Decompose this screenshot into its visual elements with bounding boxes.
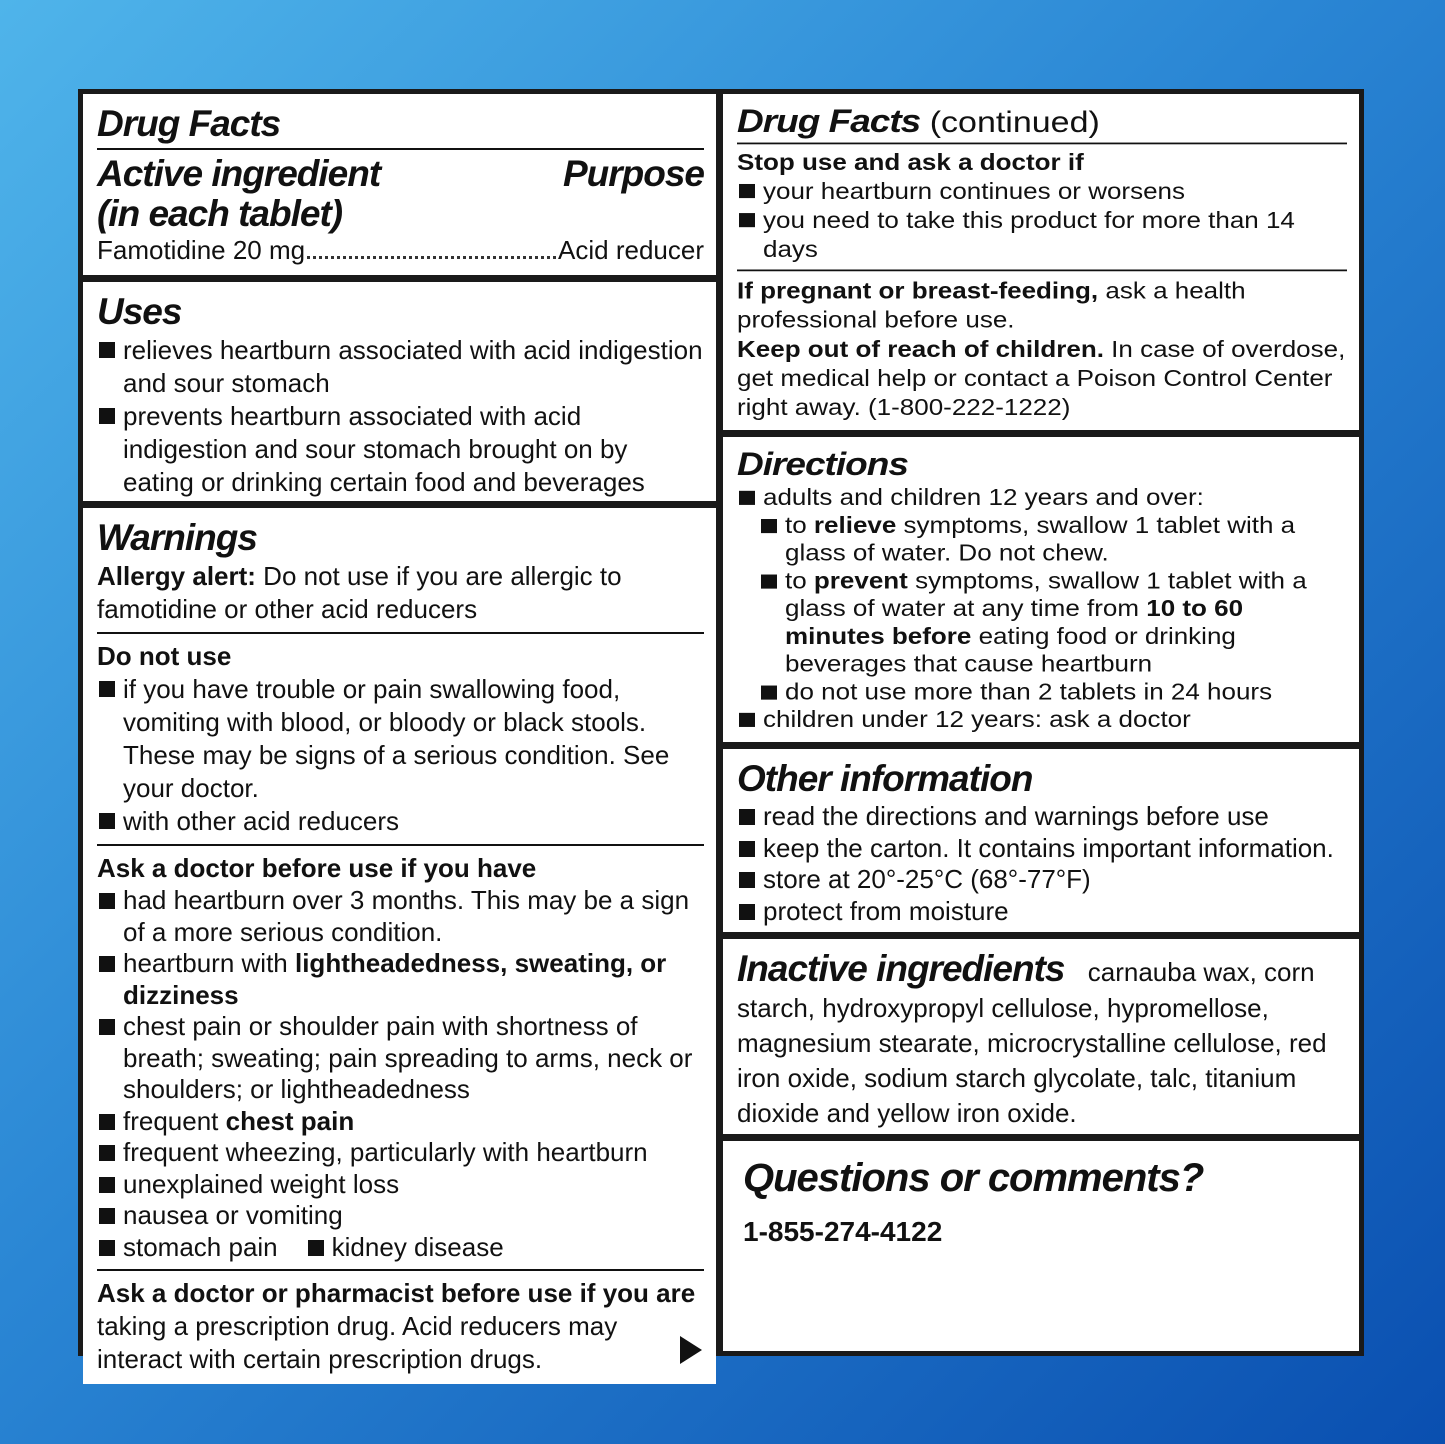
do-not-use-title: Do not use — [97, 641, 232, 671]
bullet-icon — [739, 184, 755, 198]
item-text: to — [785, 567, 814, 594]
ask-doctor-title: Ask a doctor before use if you have — [97, 853, 537, 883]
other-information-title: Other information — [737, 758, 1033, 799]
warnings-box — [83, 508, 716, 1384]
bullet-icon — [739, 491, 755, 505]
bullet-icon — [99, 956, 115, 972]
pregnancy-label: If pregnant or breast-feeding, — [737, 277, 1099, 304]
ask-doctor-item — [123, 948, 704, 1011]
other-information-item: store at 20°-25°C (68°-77°F) — [763, 864, 1091, 894]
keep-away-label: Keep out of reach of children. — [737, 335, 1104, 363]
drug-facts-title: Drug Facts — [97, 103, 281, 144]
list-item — [737, 706, 1347, 734]
ask-doctor-item — [123, 1106, 354, 1138]
divider — [737, 269, 1347, 271]
item-bold-text: lightheadedness, sweating, or dizziness — [123, 948, 667, 1010]
list-item — [97, 885, 704, 948]
bullet-icon — [761, 685, 777, 699]
directions-item: adults and children 12 years and over: — [763, 483, 1204, 511]
item-text: symptoms, swallow 1 tablet with a glass of water. Do not chew. — [785, 511, 1296, 566]
questions-box — [723, 1141, 1359, 1351]
list-item — [737, 177, 1347, 206]
directions-title: Directions — [737, 445, 908, 483]
bullet-icon — [99, 893, 115, 909]
list-item — [97, 948, 704, 1011]
bullet-icon — [739, 213, 755, 227]
list-item — [97, 334, 704, 400]
uses-item: relieves heartburn associated with acid indigestion and sour stomach — [123, 335, 703, 398]
list-item — [737, 206, 1347, 264]
directions-item: do not use more than 2 tablets in 24 hours — [785, 678, 1273, 705]
active-heading-line2: (in each tablet) — [97, 193, 343, 234]
questions-title: Questions or comments? — [743, 1156, 1204, 1200]
other-information-list — [737, 801, 1347, 927]
list-item — [97, 1011, 704, 1106]
active-heading — [97, 154, 380, 234]
bullet-icon — [308, 1240, 324, 1256]
keep-away-warning — [737, 335, 1347, 422]
drug-facts-label — [78, 89, 1364, 1374]
bullet-icon — [99, 1114, 115, 1130]
bullet-icon — [761, 574, 777, 588]
item-text: heartburn with — [123, 948, 295, 978]
bullet-icon — [99, 1019, 115, 1035]
other-information-item: read the directions and warnings before use — [763, 801, 1269, 831]
bullet-icon — [99, 681, 115, 697]
allergy-text: Do not use if you are allergic to famotidine or other acid reducers — [97, 561, 622, 624]
continued-arrow-icon — [680, 1336, 702, 1364]
bullet-icon — [99, 342, 115, 358]
right-column — [723, 94, 1359, 1351]
bullet-icon — [739, 841, 755, 857]
ingredient-row — [97, 234, 704, 267]
bullet-icon — [99, 408, 115, 424]
list-item — [737, 801, 1347, 833]
active-heading-row — [97, 154, 704, 234]
directions-item — [785, 567, 1347, 678]
list-item — [97, 1232, 704, 1264]
item-text: frequent — [123, 1105, 226, 1136]
directions-item: children under 12 years: ask a doctor — [763, 705, 1191, 733]
list-item — [737, 833, 1347, 865]
do-not-use-item: with other acid reducers — [123, 806, 400, 836]
bullet-icon — [739, 713, 755, 727]
bullet-icon — [739, 904, 755, 920]
other-information-item: protect from moisture — [763, 895, 1009, 926]
ask-pharmacist-title: Ask a doctor or pharmacist before use if you are — [97, 1278, 696, 1308]
item-text: symptoms, swallow 1 tablet with a glass of water at any time from — [785, 567, 1307, 622]
uses-title: Uses — [97, 291, 182, 332]
item-text: to — [785, 511, 814, 538]
ask-doctor-item: nausea or vomiting — [123, 1200, 343, 1230]
do-not-use-item: if you have trouble or pain swallowing food, vomiting with blood, or bloody or black stools. These may be signs of a serious condition. See your doctor. — [123, 674, 670, 803]
ask-doctor-item: had heartburn over 3 months. This may be a sign of a more serious condition. — [123, 885, 690, 947]
list-item — [97, 400, 704, 499]
ingredient-purpose: Acid reducer — [558, 235, 704, 265]
list-item — [97, 805, 704, 838]
bullet-icon — [99, 813, 115, 829]
bullet-icon — [739, 809, 755, 825]
ingredient-name: Famotidine 20 mg — [97, 235, 306, 265]
bullet-icon — [99, 1177, 115, 1193]
inactive-ingredients-title: Inactive ingredients — [737, 948, 1065, 989]
ask-doctor-list — [97, 885, 704, 1263]
pregnancy-text: ask a health professional before use. — [737, 277, 1246, 333]
leader-dots — [307, 256, 556, 259]
list-item — [97, 1137, 704, 1169]
ask-doctor-item: stomach pain — [123, 1231, 278, 1262]
list-item — [737, 567, 1347, 678]
bullet-icon — [739, 872, 755, 888]
directions-box — [723, 437, 1359, 742]
active-ingredient-box — [83, 94, 716, 275]
list-item — [97, 1169, 704, 1201]
list-item — [737, 864, 1347, 896]
list-item — [97, 1106, 704, 1138]
ask-doctor-item: kidney disease — [331, 1231, 504, 1262]
allergy-label: Allergy alert: — [97, 561, 256, 591]
uses-item: prevents heartburn associated with acid indigestion and sour stomach brought on by eating or drinking certain food and beverages — [123, 401, 645, 497]
questions-phone: 1-855-274-4122 — [743, 1216, 943, 1247]
divider — [97, 148, 704, 150]
left-column — [83, 94, 716, 1374]
other-information-item: keep the carton. It contains important information. — [763, 832, 1334, 863]
item-bold-text: chest pain — [225, 1105, 355, 1136]
list-item — [737, 512, 1347, 568]
purpose-heading: Purpose — [562, 153, 704, 194]
ask-doctor-item: unexplained weight loss — [123, 1168, 400, 1199]
list-item — [97, 1200, 704, 1232]
drug-facts-continued-title — [737, 102, 1347, 141]
list-item — [737, 484, 1347, 512]
list-item — [737, 678, 1347, 706]
other-information-box — [723, 749, 1359, 932]
stop-use-item: you need to take this product for more than 14 days — [763, 206, 1295, 263]
inactive-ingredients-text: carnauba wax, corn starch, hydroxypropyl cellulose, hypromellose, magnesium stearate, microcrystalline cellulose, red iron oxide, sodium starch glycolate, talc, titanium dioxide and yellow iron oxide. — [737, 957, 1327, 1128]
uses-box — [83, 282, 716, 501]
bullet-icon — [99, 1145, 115, 1161]
divider — [97, 1269, 704, 1271]
ask-pharmacist-text: taking a prescription drug. Acid reducers may interact with certain prescription drugs. — [97, 1311, 618, 1374]
ask-doctor-item: frequent wheezing, particularly with heartburn — [123, 1137, 648, 1167]
item-text: eating food or drinking beverages that cause heartburn — [785, 622, 1236, 677]
divider — [737, 143, 1347, 145]
directions-list — [737, 484, 1347, 734]
pregnancy-warning — [737, 277, 1347, 335]
keep-away-text: In case of overdose, get medical help or contact a Poison Control Center right away. (1-800-222-1222) — [737, 335, 1346, 421]
bullet-icon — [761, 519, 777, 533]
item-bold-text: 10 to 60 minutes before — [785, 594, 1244, 649]
allergy-alert — [97, 560, 704, 626]
warnings-title: Warnings — [97, 517, 257, 558]
bullet-icon — [99, 1208, 115, 1224]
stop-use-box — [723, 94, 1359, 430]
directions-item — [785, 512, 1347, 568]
item-bold-text: relieve — [813, 511, 897, 538]
list-item — [737, 896, 1347, 928]
inactive-ingredients-box — [723, 939, 1359, 1134]
item-bold-text: prevent — [813, 567, 908, 594]
active-heading-line1: Active ingredient — [97, 153, 381, 194]
bullet-icon — [99, 1240, 115, 1256]
divider — [97, 632, 704, 634]
stop-use-title: Stop use and ask a doctor if — [737, 148, 1084, 176]
drug-facts-title: Drug Facts — [737, 102, 921, 140]
divider — [97, 844, 704, 846]
ask-doctor-item: chest pain or shoulder pain with shortness of breath; sweating; pain spreading to arms, neck or shoulders; or lightheadedness — [123, 1011, 693, 1104]
stop-use-item: your heartburn continues or worsens — [763, 177, 1186, 205]
continued-label: (continued) — [920, 105, 1100, 140]
list-item — [97, 673, 704, 805]
